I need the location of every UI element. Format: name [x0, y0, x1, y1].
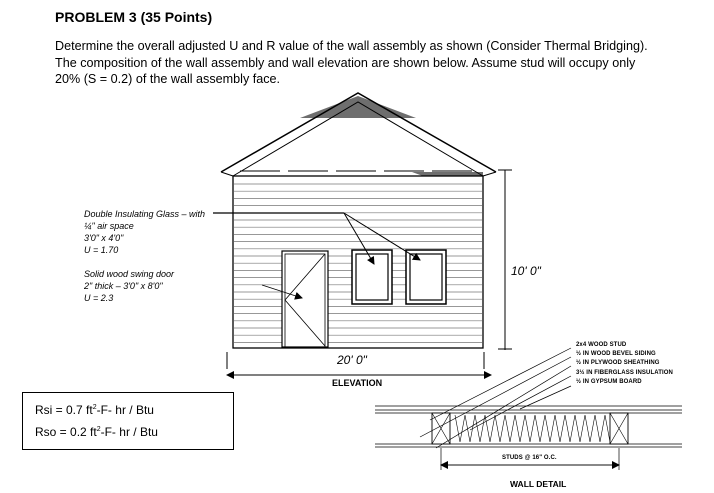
- elevation-caption: ELEVATION: [332, 378, 383, 388]
- insulation-pattern: [455, 415, 610, 442]
- problem-title: PROBLEM 3 (35 Points): [55, 9, 213, 25]
- statement-line: The composition of the wall assembly and wall elevation are shown below. Assume stud will occupy only: [55, 55, 636, 70]
- wall-layer-labels: 2x4 WOOD STUD ½ IN WOOD BEVEL SIDING ½ IN PLYWOOD SHEATHING 3½ IN FIBERGLASS INSULATION ½ IN GYPSUM BOARD: [576, 342, 673, 385]
- wall-detail-caption: WALL DETAIL: [510, 479, 567, 489]
- door: [282, 251, 328, 347]
- window-left: [352, 250, 392, 304]
- roof-shade-top: [300, 96, 416, 118]
- house-elevation: [213, 93, 512, 375]
- rso-value: Rso = 0.2 $ft^2-F-$ hr / Btu: [35, 425, 158, 439]
- window-label: Double Insulating Glass – with ¼" air space 3'0" x 4'0" U = 1.70: [84, 209, 206, 255]
- height-dimension: 10' 0": [511, 264, 541, 278]
- door-label: Solid wood swing door 2" thick – 3'0" x 8'0" U = 2.3: [84, 269, 175, 303]
- rsi-value: Rsi = 0.7 $ft^2-F-$ hr / Btu: [35, 403, 154, 417]
- window-right: [406, 250, 446, 304]
- statement-line: Determine the overall adjusted U and R value of the wall assembly as shown (Consider Thermal Bridging).: [55, 39, 648, 53]
- film-resistance-box: [22, 392, 234, 450]
- stud-spacing-label: STUDS @ 16" O.C.: [500, 454, 559, 463]
- width-dimension: 20' 0": [337, 353, 367, 367]
- statement-line: 20% (S = 0.2) of the wall assembly face.: [55, 72, 281, 86]
